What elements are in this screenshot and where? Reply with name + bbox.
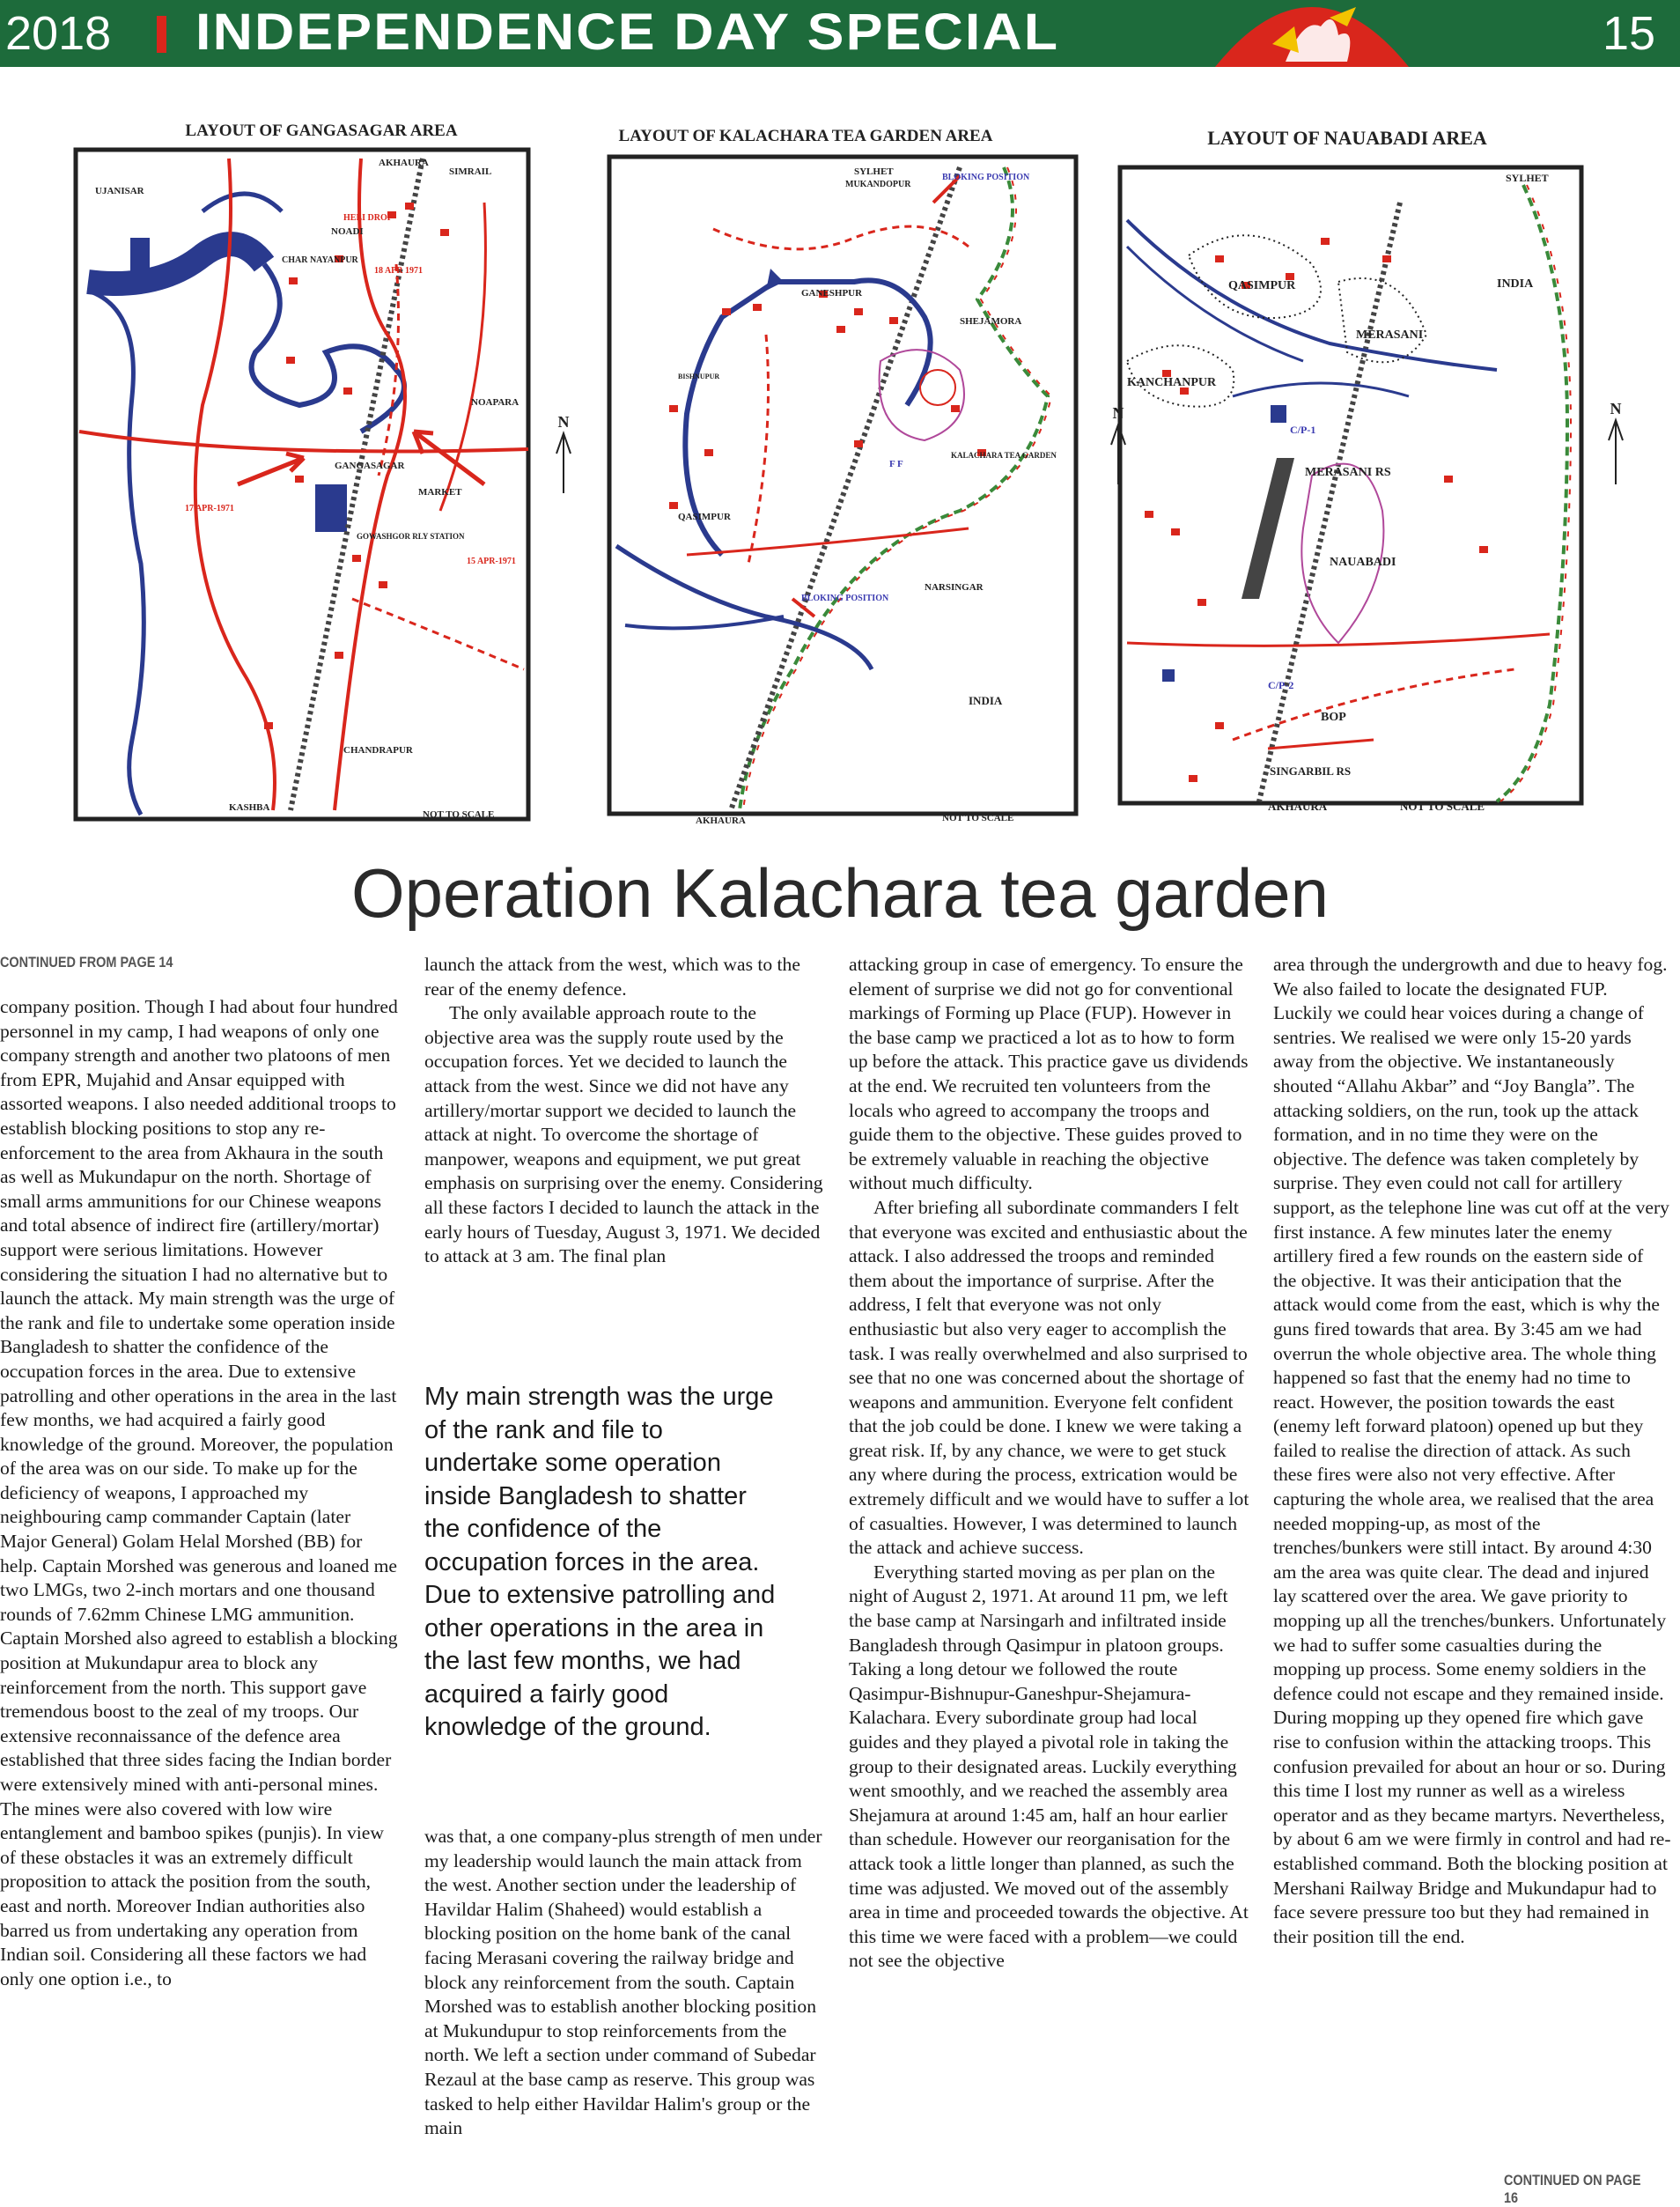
- banner-title: INDEPENDENCE DAY SPECIAL: [195, 4, 1060, 61]
- north-arrow-icon: N: [1610, 400, 1622, 417]
- railway: [731, 167, 960, 810]
- map-label: BOP: [1321, 711, 1346, 724]
- track: [352, 599, 524, 669]
- paragraph: The only available approach route to the objective area was the supply route used by the occupation forces. Yet we decided to launch the attack from the west. Since we did not have any artillery/mortar support we decided to launch the attack at night. To overcome the shortage of manpower, weapons and equipment, we put great emphasis on surprising over the enemy. Considering all these factors I decided to launch the attack in the early hours of Tuesday, August 3, 1971. We decided to attack at 3 am. The final plan: [424, 1002, 823, 1267]
- track: [713, 226, 969, 249]
- track: [748, 335, 769, 564]
- map-label: NOADI: [331, 226, 364, 237]
- map-label: NAUABADI: [1330, 556, 1396, 569]
- map-label: INDIA: [969, 694, 1003, 707]
- continued-from: CONTINUED FROM PAGE 14: [0, 954, 173, 971]
- continued-on: CONTINUED ON PAGE 16: [1504, 2172, 1641, 2206]
- defence-area: [1301, 464, 1383, 643]
- map-label: SHEJAMORA: [960, 316, 1022, 327]
- map-nauabadi: [1109, 106, 1638, 828]
- map-label: QASIMPUR: [1228, 279, 1296, 292]
- map-label: MARKET: [418, 487, 462, 498]
- unit-marker: [130, 238, 150, 278]
- objective: [920, 370, 955, 405]
- border: [740, 167, 1048, 810]
- north-arrow-icon: [556, 433, 571, 493]
- map-label: C/P-2: [1268, 679, 1294, 691]
- arrow-head: [766, 269, 784, 291]
- map-label: QASIMPUR: [678, 512, 731, 522]
- station-block: [1242, 458, 1294, 599]
- river: [616, 546, 872, 669]
- river: [1127, 247, 1303, 361]
- map-title: LAYOUT OF KALACHARA TEA GARDEN AREA: [618, 127, 993, 145]
- paragraph: area through the undergrowth and due to heavy fog. We also failed to locate the designated FUP. Luckily we could hear voices during a change of sentries. We realised we were only 15-20 yards away from the objective. We instantaneously shouted “Allahu Akbar” and “Joy Bangla”. The attacking soldiers, on the run, took up the attack formation, and in no time they were on the objective. The defence was taken completely by surprise. They even could not call for artillery support, as the telephone line was cut off at the very first instance. A few minutes later the enemy artillery fired a few rounds on the eastern side of the objective. It was their anticipation that the attack would come from the east, which is why the guns fired towards that area. By 3:45 am we had overrun the whole objective area. The whole thing happened so fast that the enemy had no time to react. However, the position towards the east (enemy left forward platoon) opened up but they failed to realise the direction of attack. As such these fires were also not very effective. After capturing the whole area, we realised that the area needed mopping-up, as most of the trenches/bunkers were still intact. By around 4:30 am the area was quite clear. The dead and injured lay scattered over the area. We gave priority to mopping up all the trenches/bunkers. Unfortunately we had to suffer some casualties during the mopping up process. Some enemy soldiers in the defence could not escape and they remained inside. During mopping up they opened fire which gave rise to confusion within the attacking troops. This confusion prevailed for about an hour or so. During this time I lost my runner as well as a wireless operator and as they became martyrs. Nevertheless, by about 6 am we were firmly in control and had re-established command. Both the blocking position at Mershani Railway Bridge and Mukundapur had to face severe pressure too but they had remained in their position till the end.: [1273, 954, 1671, 1947]
- banner-divider: [157, 16, 166, 53]
- map-label: CHANDRAPUR: [343, 745, 413, 756]
- map-label: F F: [889, 459, 903, 469]
- approach-route: [775, 280, 931, 405]
- road: [1268, 740, 1374, 749]
- map-label: NOT TO SCALE: [423, 809, 495, 820]
- river: [1233, 383, 1409, 396]
- map-label: BLOKING POSITION: [942, 173, 1030, 182]
- map-label: NOAPARA: [471, 397, 519, 408]
- attack-arrow: [238, 454, 304, 484]
- road: [440, 203, 485, 511]
- map-label: AKHAURA: [379, 158, 429, 168]
- map-label: AKHAURA: [1268, 800, 1328, 813]
- attack-arrow: [414, 432, 484, 484]
- map-label: BISHNUPUR: [678, 373, 720, 380]
- pull-quote: My main strength was the urge of the rank and file to undertake some operation inside Bangladesh to shatter the confidence of the occupation forces in the area. Due to extensive patrolling and other operations in the area in the last few months, we had acquired a fairly good knowledge of the ground.: [424, 1383, 776, 1741]
- paragraph: company position. Though I had about four hundred personnel in my camp, I had weapons of only one company strength and another two platoons of men from EPR, Mujahid and Ansar equipped with assorted weapons. I also needed additional troops to establish blocking positions to stop any re-enforcement to the area from Akhaura in the south as well as Mukundapur on the north. Shortage of small arms ammunitions for our Chinese weapons and total absence of indirect fire (artillery/mortar) support were serious limitations. However considering the situation I had no alternative but to launch the attack. My main strength was the urge of the rank and file to undertake some operation inside Bangladesh to shatter the confidence of the occupation forces in the area. Due to extensive patrolling and other operations in the area in the last few months, we had acquired a fairly good knowledge of the ground. Moreover, the population of the area was on our side. To make up for the deficiency of weapons, I approached my neighbouring camp commander Captain (later Major General) Golam Helal Morshed (BB) for help. Captain Morshed was generous and loaned me two LMGs, two 2-inch mortars and one thousand rounds of 7.62mm Chinese LMG ammunition. Captain Morshed also agreed to establish a blocking position at Mukundapur area to block any reinforcement from the north. This support gave tremendous boost to the zeal of my troops. Our extensive reconnaissance of the defence area established that three sides facing the Indian border were extensively mined with anti-personal mines. The mines were also covered with low wire entanglement and bamboo spikes (punjis). In view of these obstacles it was an extremely difficult proposition to attack the position from the south, east and north. Moreover Indian authorities also barred us from undertaking any operation from Indian soil. Considering all these factors we had only one option i.e., to: [0, 996, 398, 1989]
- article-column-1: [0, 995, 401, 1991]
- map-label: BLOKING POSITION: [801, 594, 889, 603]
- north-arrow-icon: N: [557, 413, 570, 431]
- settlements: [1145, 238, 1488, 782]
- map-label: KALACHARA TEA GARDEN: [951, 451, 1057, 460]
- emblem-icon: [1180, 0, 1444, 67]
- map-label: GOWASHGOR RLY STATION: [357, 532, 465, 541]
- map-label: 15 APR-1971: [467, 557, 516, 566]
- north-arrow-icon: N: [1112, 404, 1124, 422]
- map-kalachara: [590, 106, 1136, 828]
- river-north: [203, 194, 282, 211]
- map-label: SYLHET: [1506, 172, 1549, 184]
- map-title: LAYOUT OF GANGASAGAR AREA: [185, 122, 458, 140]
- map-label: NARSINGAR: [925, 582, 984, 593]
- map-label: NOT TO SCALE: [1400, 800, 1485, 813]
- map-label: SIMRAIL: [449, 166, 492, 177]
- unit-marker: [1271, 405, 1286, 423]
- map-label: 18 APR 1971: [374, 266, 423, 276]
- page-number: 15: [1603, 7, 1656, 60]
- map-frame: [1120, 167, 1581, 803]
- map-label: INDIA: [1497, 277, 1534, 291]
- map-gangasagar: [70, 106, 572, 828]
- paragraph: After briefing all subordinate commanders I felt that everyone was excited and enthusiastic about the attack. I also addressed the troops and reminded them about the importance of surprise. After the address, I felt that everyone was not only enthusiastic but also very eager to accomplish the task. I was really overwhelmed and also surprised to see that no one was concerned about the shortage of weapons and ammunition. Everyone felt confident that the job could be done. I knew we were taking a great risk. If, by any chance, we were to get stuck any where during the process, extrication would be extremely difficult and we would have to suffer a lot of casualties. However, I was determined to launch the attack and achieve success.: [849, 1196, 1249, 1559]
- banner-year: 2018: [5, 7, 112, 60]
- border: [743, 167, 1051, 810]
- river-bend: [252, 264, 404, 432]
- map-label: GANGASAGAR: [335, 461, 405, 471]
- river: [88, 291, 144, 815]
- map-label: SYLHET: [854, 166, 894, 177]
- page-banner: [0, 0, 1680, 67]
- village-outline: [1189, 235, 1321, 318]
- maps-panel: [53, 106, 1638, 837]
- map-label: AKHAURA: [696, 816, 746, 826]
- map-frame: [609, 157, 1076, 814]
- article-column-2-bottom: [424, 1825, 825, 2141]
- map-label: SINGARBIL RS: [1270, 764, 1352, 778]
- headline: Operation Kalachara tea garden: [350, 854, 1330, 932]
- river-wide: [88, 244, 264, 284]
- unit-marker: [1162, 669, 1175, 682]
- article-column-2-top: [424, 953, 825, 1269]
- map-label: 17 APR-1971: [185, 504, 234, 513]
- map-label: UJANISAR: [95, 186, 144, 196]
- north-arrow-icon: [1609, 420, 1623, 484]
- paragraph: Everything started moving as per plan on the night of August 2, 1971. At around 11 pm, we left the base camp at Narsingarh and infiltrated inside Bangladesh through Qasimpur in platoon groups. Taking a long detour we followed the route Qasimpur-Bishnupur-Ganeshpur-Shejamura-Kalachara. Every subordinate group had local guides and they played a pivotal role in taking the group to their designated areas. Luckily everything went smoothly, and we reached the assembly area Shejamura at around 1:45 am, half an hour earlier than schedule. However our reorganisation for the attack took a little longer than planned, as such the time was adjusted. We moved out of the assembly area in time and proceeded towards the objective. At this time we were faced with a problem—we could not see the objective: [849, 1561, 1249, 1972]
- map-label: NOT TO SCALE: [942, 813, 1014, 823]
- article-column-4: [1273, 953, 1671, 1949]
- map-label: HELI DROP: [343, 213, 393, 223]
- map-label: KASHBA: [229, 802, 270, 813]
- road: [1127, 634, 1550, 646]
- map-label: MUKANDOPUR: [845, 180, 911, 189]
- map-label: CHAR NAYANPUR: [282, 255, 358, 265]
- paragraph: attacking group in case of emergency. To ensure the element of surprise we did not go for conventional markings of Forming up Place (FUP). However in the base camp we practiced a lot as to how to form up before the attack. This practice gave us dividends at the end. We recruited ten volunteers from the locals who agreed to accompany the troops and guide them to the objective. These guides proved to be extremely valuable in reaching the objective without much difficulty.: [849, 954, 1249, 1194]
- article-column-3: [849, 953, 1249, 1974]
- map-label: MERASANI: [1356, 328, 1424, 342]
- paragraph: was that, a one company-plus strength of men under my leadership would launch the main attack from the west. Another section under the leadership of Havildar Halim (Shaheed) would establish a blocking position on the home bank of the canal facing Merasani covering the railway bridge and block any reinforcement from the south. Captain Morshed was to establish another blocking position at Mukundupur to stop reinforcements from the north. We left a section under command of Subedar Rezaul at the base camp as reserve. This group was tasked to help either Havildar Halim's group or the main: [424, 1826, 822, 2139]
- map-label: MERASANI RS: [1305, 466, 1391, 479]
- map-label: C/P-1: [1290, 424, 1316, 436]
- paragraph: launch the attack from the west, which was to the rear of the enemy defence.: [424, 954, 800, 1000]
- map-label: GANESHPUR: [801, 288, 863, 299]
- map-label: KANCHANPUR: [1127, 376, 1217, 389]
- unit-marker: [315, 484, 347, 532]
- river: [625, 616, 784, 628]
- village-outline: [1338, 278, 1426, 362]
- map-title: LAYOUT OF NAUABADI AREA: [1207, 127, 1487, 149]
